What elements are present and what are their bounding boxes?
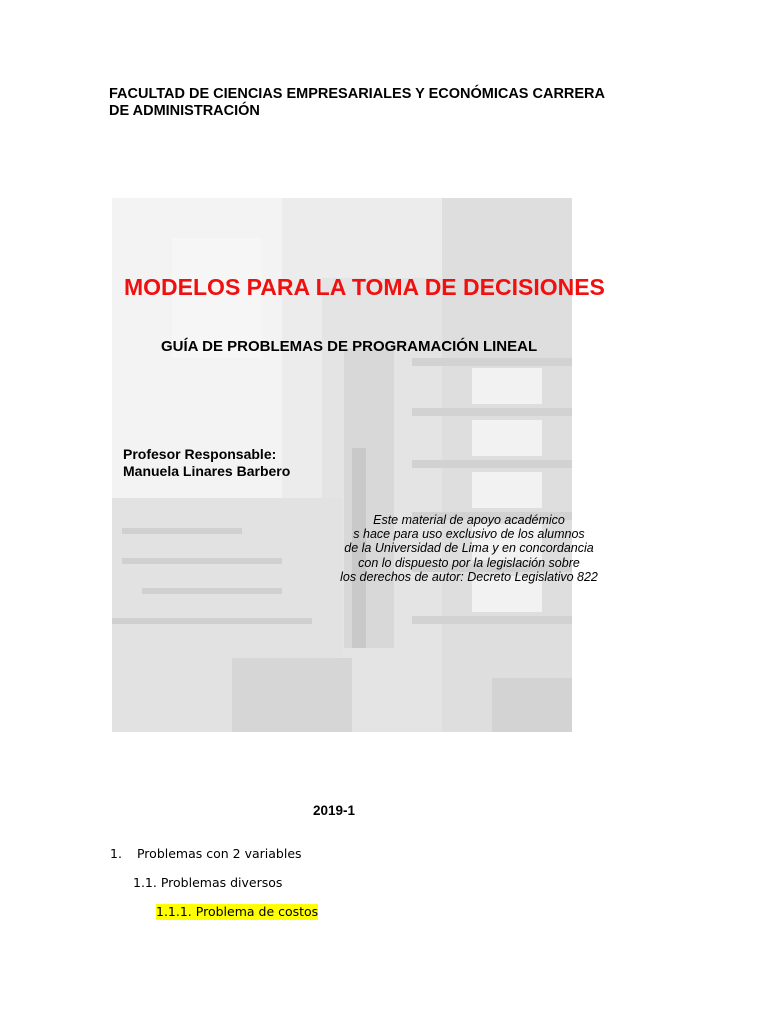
toc-item-label: Problemas diversos (160, 875, 283, 890)
faculty-line-2: DE ADMINISTRACIÓN (109, 103, 260, 119)
notice-line: de la Universidad de Lima y en concordancia (344, 541, 594, 556)
notice-line: los derechos de autor: Decreto Legislativo 822 (340, 569, 598, 584)
toc-item-highlighted[interactable] (156, 904, 318, 920)
guide-title: GUÍA DE PROBLEMAS DE PROGRAMACIÓN LINEAL (161, 338, 538, 355)
toc-item-label: Problemas con 2 variables (136, 846, 302, 861)
professor-label: Profesor Responsable: (123, 446, 277, 462)
toc-item-number: 1.1. (133, 875, 157, 890)
professor-block (123, 446, 290, 480)
notice-line: s hace para uso exclusivo de los alumnos (353, 527, 585, 542)
notice-line: Este material de apoyo académico (373, 513, 565, 527)
toc-item-number: 1.1.1. (156, 904, 192, 919)
toc-item-label: Problema de costos (195, 904, 319, 919)
toc-item-number: 1. (110, 846, 122, 861)
faculty-line-1: FACULTAD DE CIENCIAS EMPRESARIALES Y ECONÓMICAS CARRERA (109, 86, 605, 102)
professor-name: Manuela Linares Barbero (123, 463, 291, 479)
copyright-notice (318, 513, 620, 584)
faculty-heading (109, 86, 669, 120)
academic-year: 2019-1 (313, 803, 356, 818)
toc-item[interactable] (133, 875, 282, 891)
main-title: MODELOS PARA LA TOMA DE DECISIONES (124, 274, 605, 300)
notice-line: con lo dispuesto por la legislación sobre (358, 555, 580, 570)
toc-item[interactable] (110, 846, 302, 862)
